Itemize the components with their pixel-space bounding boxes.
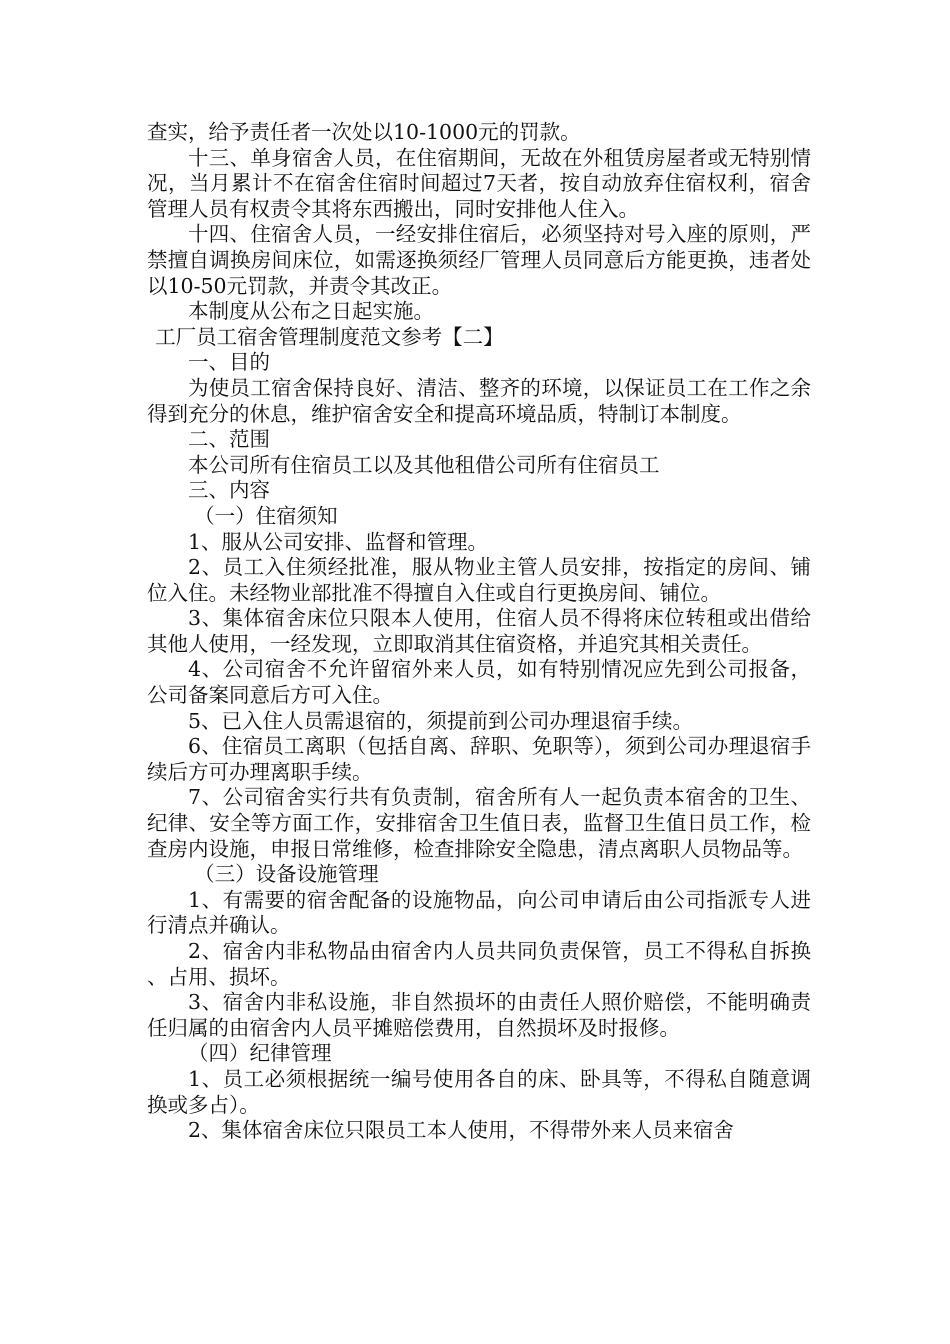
list-item-notice-7: 7、公司宿舍实行共有负责制，宿舍所有人一起负责本宿舍的卫生、纪律、安全等方面工作，安排宿舍卫生值日表，监督卫生值日员工作，检查房内设施，申报日常维修，检查排除安全隐患，清点离职人员物品等。 bbox=[147, 785, 811, 861]
heading-accommodation-notice: （一）住宿须知 bbox=[194, 503, 338, 528]
paragraph-scope: 本公司所有住宿员工以及其他租借公司所有住宿员工 bbox=[188, 452, 660, 477]
list-item-facility-1: 1、有需要的宿舍配备的设施物品，向公司申请后由公司指派专人进行清点并确认。 bbox=[147, 887, 811, 938]
section-title: 工厂员工宿舍管理制度范文参考【二】 bbox=[155, 324, 504, 349]
list-item-notice-3: 3、集体宿舍床位只限本人使用，住宿人员不得将床位转租或出借给其他人使用，一经发现，立即取消其住宿资格，并追究其相关责任。 bbox=[147, 606, 811, 656]
list-item-notice-6: 6、住宿员工离职（包括自离、辞职、免职等），须到公司办理退宿手续后方可办理离职手续。 bbox=[147, 734, 811, 784]
paragraph-rule-13: 十三、单身宿舍人员，在住宿期间，无故在外租赁房屋者或无特别情况，当月累计不在宿舍住宿时间超过7天者，按自动放弃住宿权利，宿舍管理人员有权责令其将东西搬出，同时安排他人住入。 bbox=[147, 145, 811, 221]
document-body bbox=[147, 120, 811, 1144]
heading-facility-management: （三）设备设施管理 bbox=[194, 862, 379, 887]
paragraph-penalty-continuation: 查实，给予责任者一次处以10-1000元的罚款。 bbox=[147, 120, 581, 144]
heading-purpose: 一、目的 bbox=[188, 350, 270, 375]
heading-discipline-management: （四）纪律管理 bbox=[188, 1041, 332, 1066]
list-item-discipline-2: 2、集体宿舍床位只限员工本人使用，不得带外来人员来宿舍 bbox=[188, 1118, 735, 1143]
list-item-facility-3: 3、宿舍内非私设施，非自然损坏的由责任人照价赔偿，不能明确责任归属的由宿舍内人员平摊赔偿费用，自然损坏及时报修。 bbox=[147, 990, 811, 1040]
list-item-notice-1: 1、服从公司安排、监督和管理。 bbox=[188, 529, 489, 554]
list-item-notice-2: 2、员工入住须经批准，服从物业主管人员安排，按指定的房间、铺位入住。未经物业部批准不得擅自入住或自行更换房间、铺位。 bbox=[147, 555, 811, 605]
list-item-notice-5: 5、已入住人员需退宿的，须提前到公司办理退宿手续。 bbox=[188, 708, 694, 733]
list-item-notice-4: 4、公司宿舍不允许留宿外来人员，如有特别情况应先到公司报备，公司备案同意后方可入住。 bbox=[147, 657, 811, 708]
paragraph-rule-14: 十四、住宿舍人员，一经安排住宿后，必须坚持对号入座的原则，严禁擅自调换房间床位，如需逐换须经厂管理人员同意后方能更换，违者处以10-50元罚款，并责令其改正。 bbox=[147, 222, 811, 298]
list-item-facility-2: 2、宿舍内非私物品由宿舍内人员共同负责保管，员工不得私自拆换、占用、损坏。 bbox=[147, 939, 811, 989]
heading-content: 三、内容 bbox=[188, 478, 270, 503]
list-item-discipline-1: 1、员工必须根据统一编号使用各自的床、卧具等，不得私自随意调换或多占）。 bbox=[147, 1066, 811, 1117]
paragraph-purpose: 为使员工宿舍保持良好、清洁、整齐的环境，以保证员工在工作之余得到充分的休息，维护宿舍安全和提高环境品质，特制订本制度。 bbox=[147, 375, 811, 426]
heading-scope: 二、范围 bbox=[188, 427, 270, 452]
paragraph-effective-date: 本制度从公布之日起实施。 bbox=[188, 299, 434, 324]
